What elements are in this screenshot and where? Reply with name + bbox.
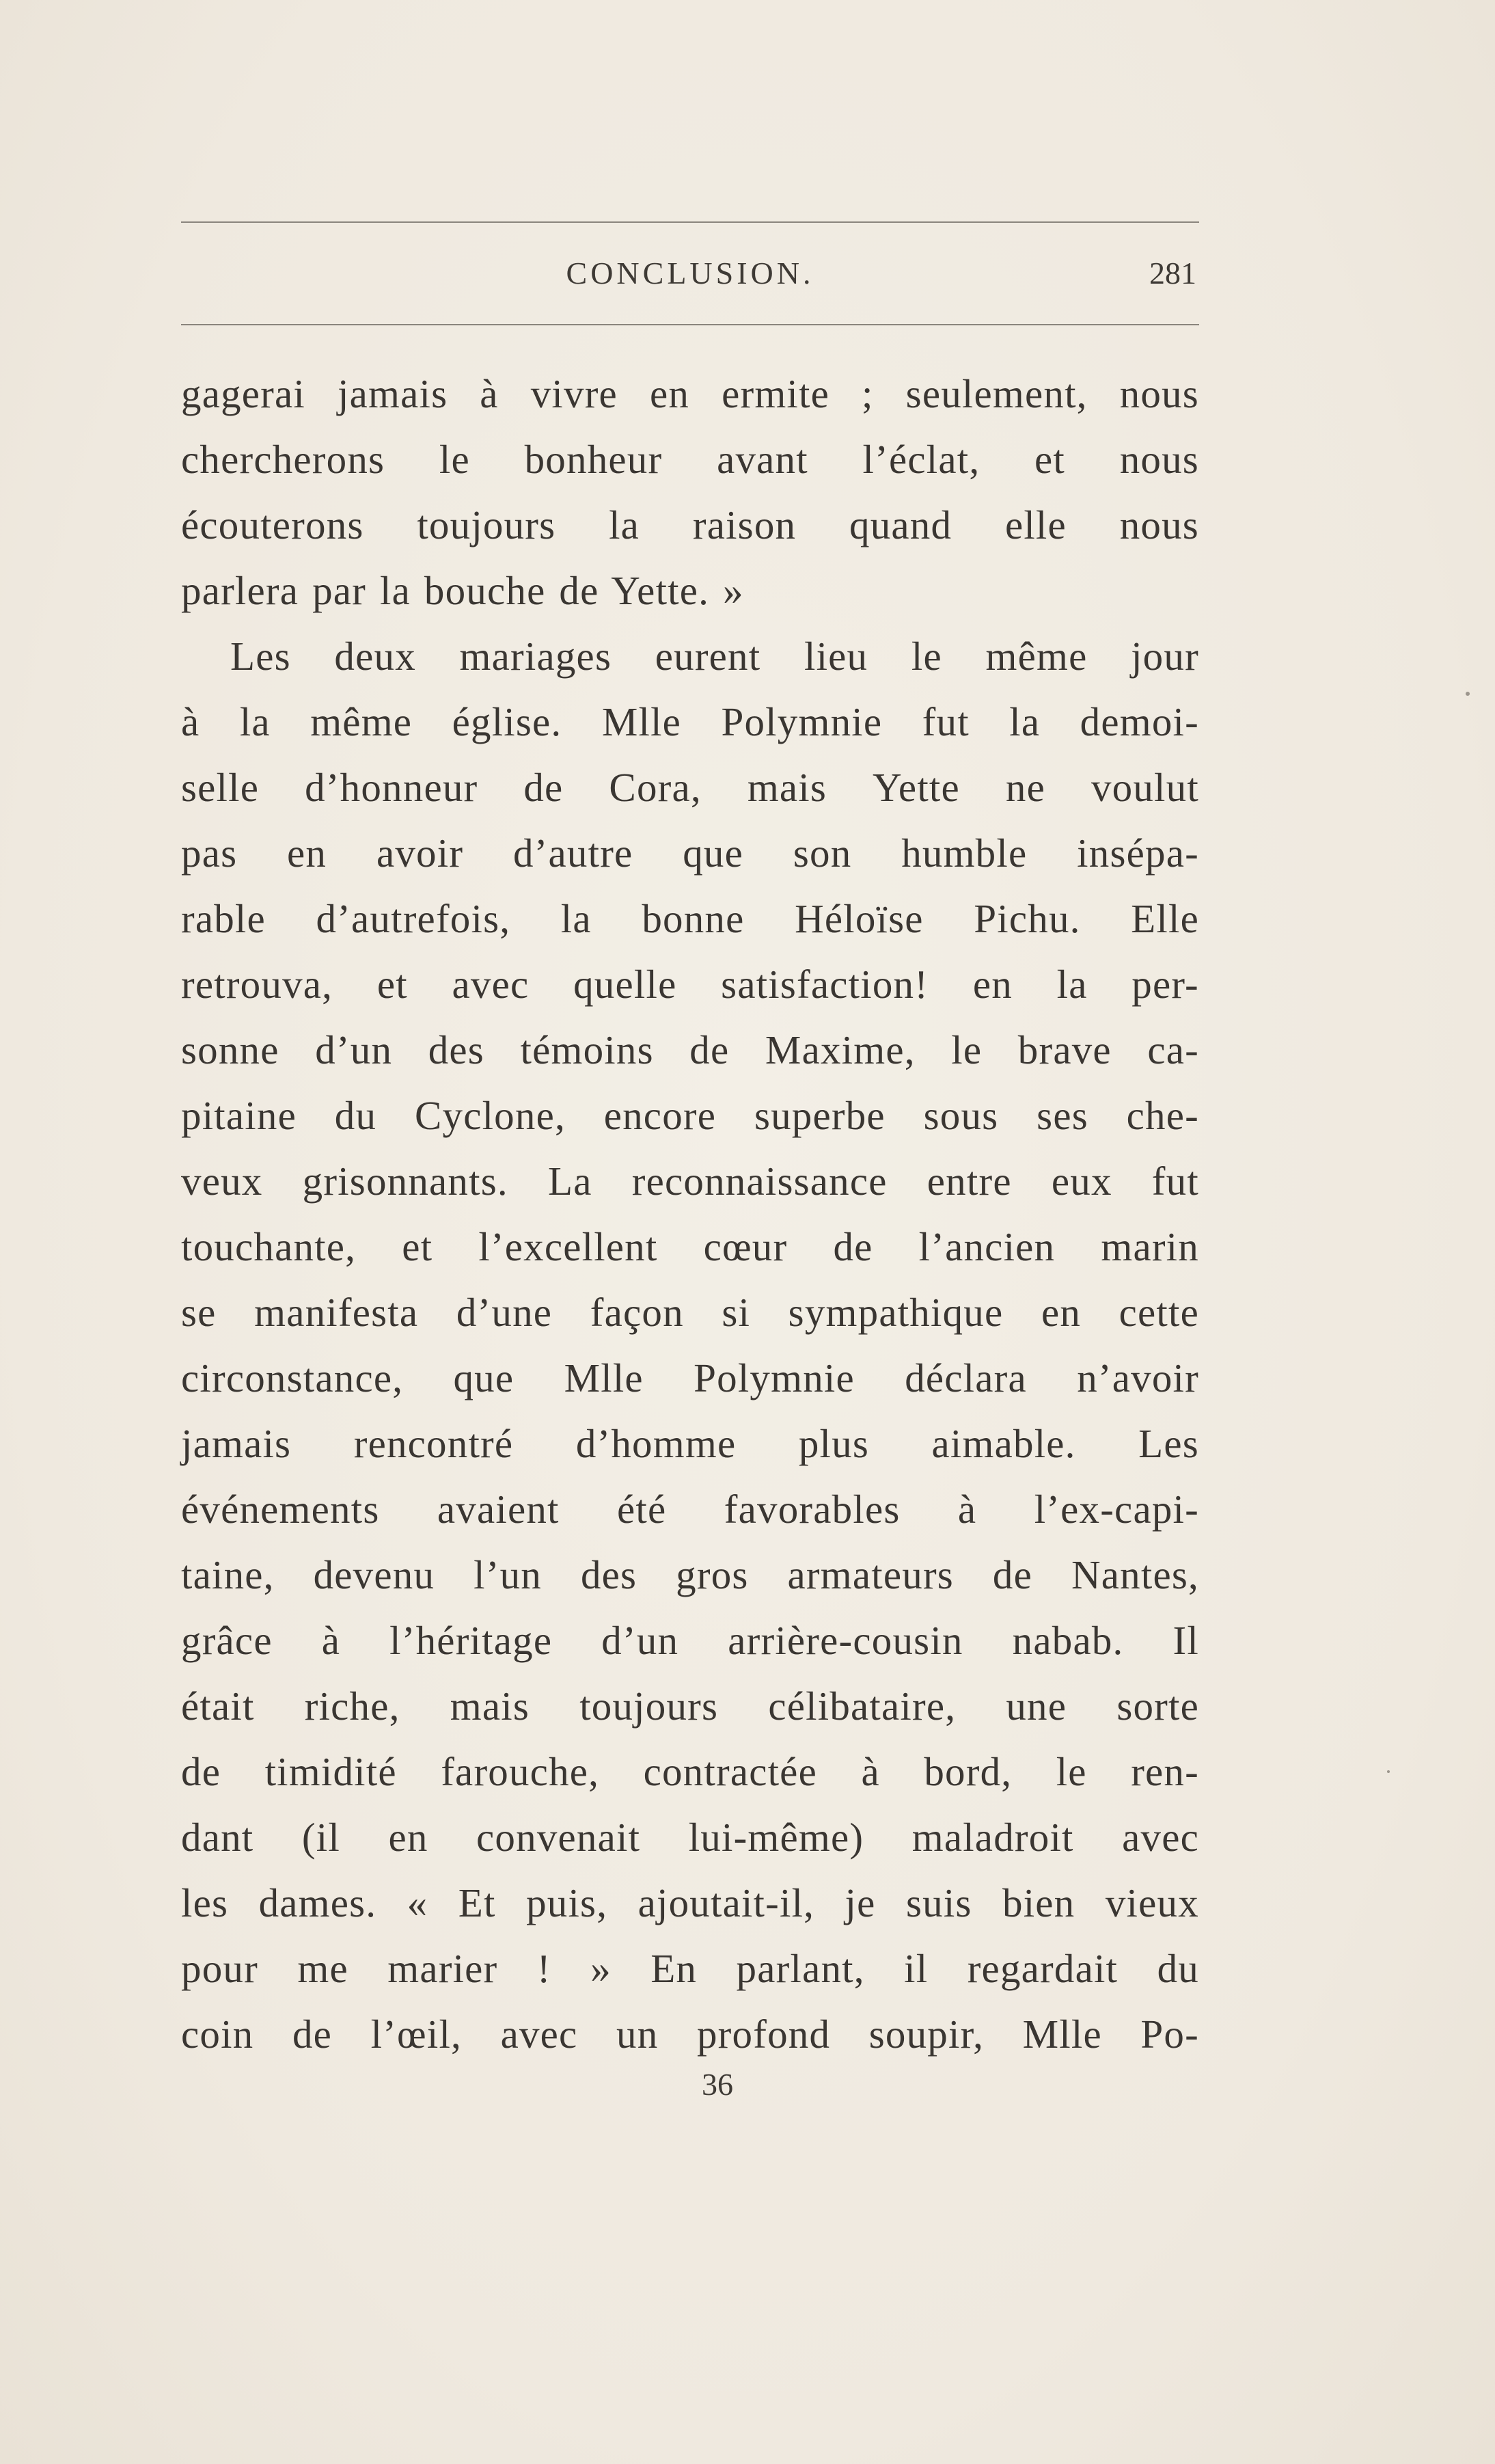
word: eux (1051, 1159, 1112, 1204)
text-line (181, 1542, 1199, 1608)
header-top-rule (181, 221, 1199, 223)
word: événements (181, 1487, 380, 1532)
word: témoins (520, 1027, 654, 1072)
word: manifesta (254, 1290, 419, 1335)
text-line: parlera par la bouche de Yette. » (181, 568, 744, 613)
paper-speck (1387, 1770, 1390, 1773)
text-line (181, 689, 1199, 755)
word: humble (901, 830, 1028, 876)
word: me (297, 1946, 348, 1991)
word: de (992, 1552, 1033, 1597)
word: jour (1131, 634, 1199, 679)
word: arrière-cousin (728, 1618, 963, 1663)
word: (il (301, 1815, 340, 1860)
word: cœur (703, 1224, 788, 1269)
word: quelle (573, 962, 677, 1007)
word: Elle (1131, 896, 1199, 941)
text-line (181, 1936, 1199, 2001)
word: lui-même) (688, 1815, 864, 1860)
text-line (181, 492, 1199, 558)
word: des (428, 1027, 484, 1072)
word: que (453, 1355, 515, 1400)
word: marier (387, 1946, 498, 1991)
word: en (649, 371, 690, 416)
page-number: 281 (1149, 256, 1196, 290)
word: sonne (181, 1027, 279, 1072)
word: même (985, 634, 1088, 679)
word: Héloïse (795, 896, 924, 941)
word: l’héritage (389, 1618, 553, 1663)
word: d’un (601, 1618, 679, 1663)
word: sous (923, 1093, 999, 1138)
word: je (845, 1880, 876, 1925)
word: puis, (526, 1880, 608, 1925)
word: « (407, 1880, 428, 1925)
word: à (957, 1487, 977, 1532)
word: Pichu. (974, 896, 1081, 941)
text-line (181, 427, 1199, 492)
word: touchante, (181, 1224, 357, 1269)
word: si (722, 1290, 751, 1335)
word: pas (181, 830, 238, 876)
word: déclara (905, 1355, 1027, 1400)
word: vivre (530, 371, 618, 416)
word: nabab. (1012, 1618, 1124, 1663)
word: même (310, 699, 413, 744)
word: demoi- (1080, 699, 1199, 744)
word: la (239, 699, 271, 744)
word: toujours (579, 1683, 719, 1729)
word: voulut (1091, 765, 1199, 810)
word: les (181, 1880, 229, 1925)
word: ; (862, 371, 874, 416)
word: la (1009, 699, 1041, 744)
text-line (181, 1870, 1199, 1936)
word: nous (1119, 371, 1199, 416)
word: taine, (181, 1552, 275, 1597)
text-line (181, 361, 1199, 427)
word: de (689, 1027, 730, 1072)
word: gagerai (181, 371, 306, 416)
word: du (334, 1093, 377, 1138)
word: retrouva, (181, 962, 333, 1007)
word: mariages (459, 634, 612, 679)
word: de (833, 1224, 873, 1269)
word: entre (927, 1159, 1012, 1204)
word: Les (230, 634, 291, 679)
word: Cyclone, (414, 1093, 566, 1138)
word: superbe (754, 1093, 886, 1138)
word: en (287, 830, 327, 876)
text-line (181, 1673, 1199, 1739)
word: seulement, (905, 371, 1088, 416)
word: encore (603, 1093, 717, 1138)
word: avec (452, 962, 530, 1007)
word: Il (1172, 1618, 1199, 1663)
word: nous (1119, 502, 1199, 547)
word: n’avoir (1077, 1355, 1199, 1400)
word: la (609, 502, 640, 547)
word: en (1041, 1290, 1082, 1335)
word: la (560, 896, 592, 941)
text-line (181, 755, 1199, 820)
word: selle (181, 765, 260, 810)
word: devenu (313, 1552, 435, 1597)
word: sorte (1116, 1683, 1199, 1729)
word: façon (590, 1290, 684, 1335)
word: un (616, 2012, 659, 2057)
word: ermite (722, 371, 830, 416)
word: ca- (1147, 1027, 1199, 1072)
word: ajoutait-il, (637, 1880, 815, 1925)
word: ! (536, 1946, 551, 1991)
word: avoir (376, 830, 464, 876)
word: toujours (417, 502, 556, 547)
word: se (181, 1290, 217, 1335)
word: convenait (476, 1815, 641, 1860)
word: avec (500, 2012, 578, 2057)
word: rencontré (353, 1421, 514, 1466)
chapter-title: CONCLUSION. (566, 256, 814, 290)
word: était (181, 1683, 255, 1729)
word: soupir, (868, 2012, 985, 2057)
word: parlant, (736, 1946, 865, 1991)
text-line (181, 1739, 1199, 1804)
word: fut (922, 699, 970, 744)
word: avant (717, 437, 808, 482)
word: le (911, 634, 942, 679)
word: en (972, 962, 1013, 1007)
text-line (181, 1083, 1199, 1148)
paper-speck (1466, 692, 1470, 696)
text-line (181, 1345, 1199, 1411)
text-line (181, 1804, 1199, 1870)
header-bottom-rule (181, 324, 1199, 325)
word: sympathique (788, 1290, 1004, 1335)
word: le (951, 1027, 983, 1072)
word: de (181, 1749, 221, 1794)
text-line (181, 1280, 1199, 1345)
word: Maxime, (765, 1027, 916, 1072)
word: gros (676, 1552, 749, 1597)
word: à (480, 371, 499, 416)
text-line (181, 1148, 1199, 1214)
text-line (181, 1608, 1199, 1673)
text-line (181, 623, 1199, 689)
word: écouterons (181, 502, 364, 547)
word: deux (334, 634, 416, 679)
word: cette (1119, 1290, 1199, 1335)
word: chercherons (181, 437, 385, 482)
word: pour (181, 1946, 258, 1991)
word: brave (1017, 1027, 1112, 1072)
word: bonheur (524, 437, 663, 482)
word: coin (181, 2012, 254, 2057)
word: veux (181, 1159, 263, 1204)
word: Nantes, (1071, 1552, 1199, 1597)
text-line (181, 886, 1199, 951)
word: l’éclat, (862, 437, 980, 482)
word: l’un (474, 1552, 542, 1597)
word: d’un (315, 1027, 393, 1072)
word: à (321, 1618, 341, 1663)
word: Les (1138, 1421, 1199, 1466)
word: Polymnie (721, 699, 883, 744)
word: lieu (804, 634, 868, 679)
word: riche, (304, 1683, 400, 1729)
word: bien (1002, 1880, 1075, 1925)
word: en (388, 1815, 428, 1860)
word: eurent (655, 634, 761, 679)
word: le (1056, 1749, 1087, 1794)
word: jamais (338, 371, 448, 416)
word: avec (1122, 1815, 1199, 1860)
word: rable (181, 896, 266, 941)
word: été (617, 1487, 667, 1532)
word: des (580, 1552, 637, 1597)
word: profond (696, 2012, 831, 2057)
word: satisfaction! (721, 962, 929, 1007)
word: bonne (642, 896, 745, 941)
word: plus (798, 1421, 870, 1466)
text-line (181, 1214, 1199, 1280)
word: à (861, 1749, 880, 1794)
word: d’homme (575, 1421, 737, 1466)
word: il (904, 1946, 929, 1991)
word: marin (1101, 1224, 1199, 1269)
word: ren- (1131, 1749, 1199, 1794)
word: circonstance, (181, 1355, 404, 1400)
word: d’autrefois, (316, 896, 511, 941)
word: la (1056, 962, 1088, 1007)
word: pitaine (181, 1093, 297, 1138)
word: d’autre (512, 830, 633, 876)
word: En (650, 1946, 698, 1991)
word: avaient (437, 1487, 560, 1532)
word: son (793, 830, 852, 876)
word: église. (452, 699, 562, 744)
word: farouche, (441, 1749, 600, 1794)
word: regardait (967, 1946, 1119, 1991)
word: raison (692, 502, 797, 547)
text-line (181, 1476, 1199, 1542)
word: fut (1151, 1159, 1199, 1204)
word: Mlle (564, 1355, 644, 1400)
word: quand (849, 502, 952, 547)
word: l’excellent (478, 1224, 658, 1269)
word: maladroit (911, 1815, 1074, 1860)
word: contractée (643, 1749, 817, 1794)
text-line (181, 1017, 1199, 1083)
word: armateurs (787, 1552, 954, 1597)
word: mais (747, 765, 827, 810)
word: aimable. (931, 1421, 1076, 1466)
word: ses (1037, 1093, 1088, 1138)
word: nous (1119, 437, 1199, 482)
word: d’une (456, 1290, 553, 1335)
word: La (547, 1159, 592, 1204)
word: l’ex-capi- (1034, 1487, 1199, 1532)
word: timidité (264, 1749, 397, 1794)
word: grâce (181, 1618, 273, 1663)
word: Yette (873, 765, 960, 810)
word: bord, (924, 1749, 1013, 1794)
word: de (292, 2012, 333, 2057)
word: grisonnants. (302, 1159, 508, 1204)
word: jamais (181, 1421, 292, 1466)
word: le (439, 437, 470, 482)
text-line (181, 1411, 1199, 1476)
body-text (181, 361, 1199, 2067)
word: d’honneur (305, 765, 478, 810)
word: et (402, 1224, 433, 1269)
printer-signature-mark: 36 (702, 2067, 733, 2102)
word: célibataire, (768, 1683, 957, 1729)
running-header (181, 249, 1199, 297)
word: reconnaissance (631, 1159, 888, 1204)
text-line (181, 951, 1199, 1017)
word: et (376, 962, 408, 1007)
word: de (523, 765, 564, 810)
word: per- (1131, 962, 1199, 1007)
word: elle (1004, 502, 1067, 547)
word: une (1006, 1683, 1067, 1729)
word: du (1157, 1946, 1199, 1991)
word: suis (905, 1880, 972, 1925)
word: ne (1005, 765, 1045, 810)
word: Cora, (609, 765, 702, 810)
word: et (1034, 437, 1065, 482)
word: dames. (258, 1880, 377, 1925)
word: mais (450, 1683, 530, 1729)
text-line (181, 2001, 1199, 2067)
word: à (181, 699, 200, 744)
word: insépa- (1077, 830, 1199, 876)
word: Mlle (601, 699, 682, 744)
word: dant (181, 1815, 254, 1860)
word: Mlle (1022, 2012, 1102, 2057)
word: l’ancien (918, 1224, 1056, 1269)
word: che- (1126, 1093, 1199, 1138)
word: favorables (724, 1487, 901, 1532)
word: Et (458, 1880, 496, 1925)
word: vieux (1105, 1880, 1199, 1925)
word: Po- (1140, 2012, 1199, 2057)
word: que (683, 830, 744, 876)
word: » (590, 1946, 612, 1991)
word: Polymnie (694, 1355, 855, 1400)
word: l’œil, (370, 2012, 462, 2057)
text-line (181, 820, 1199, 886)
